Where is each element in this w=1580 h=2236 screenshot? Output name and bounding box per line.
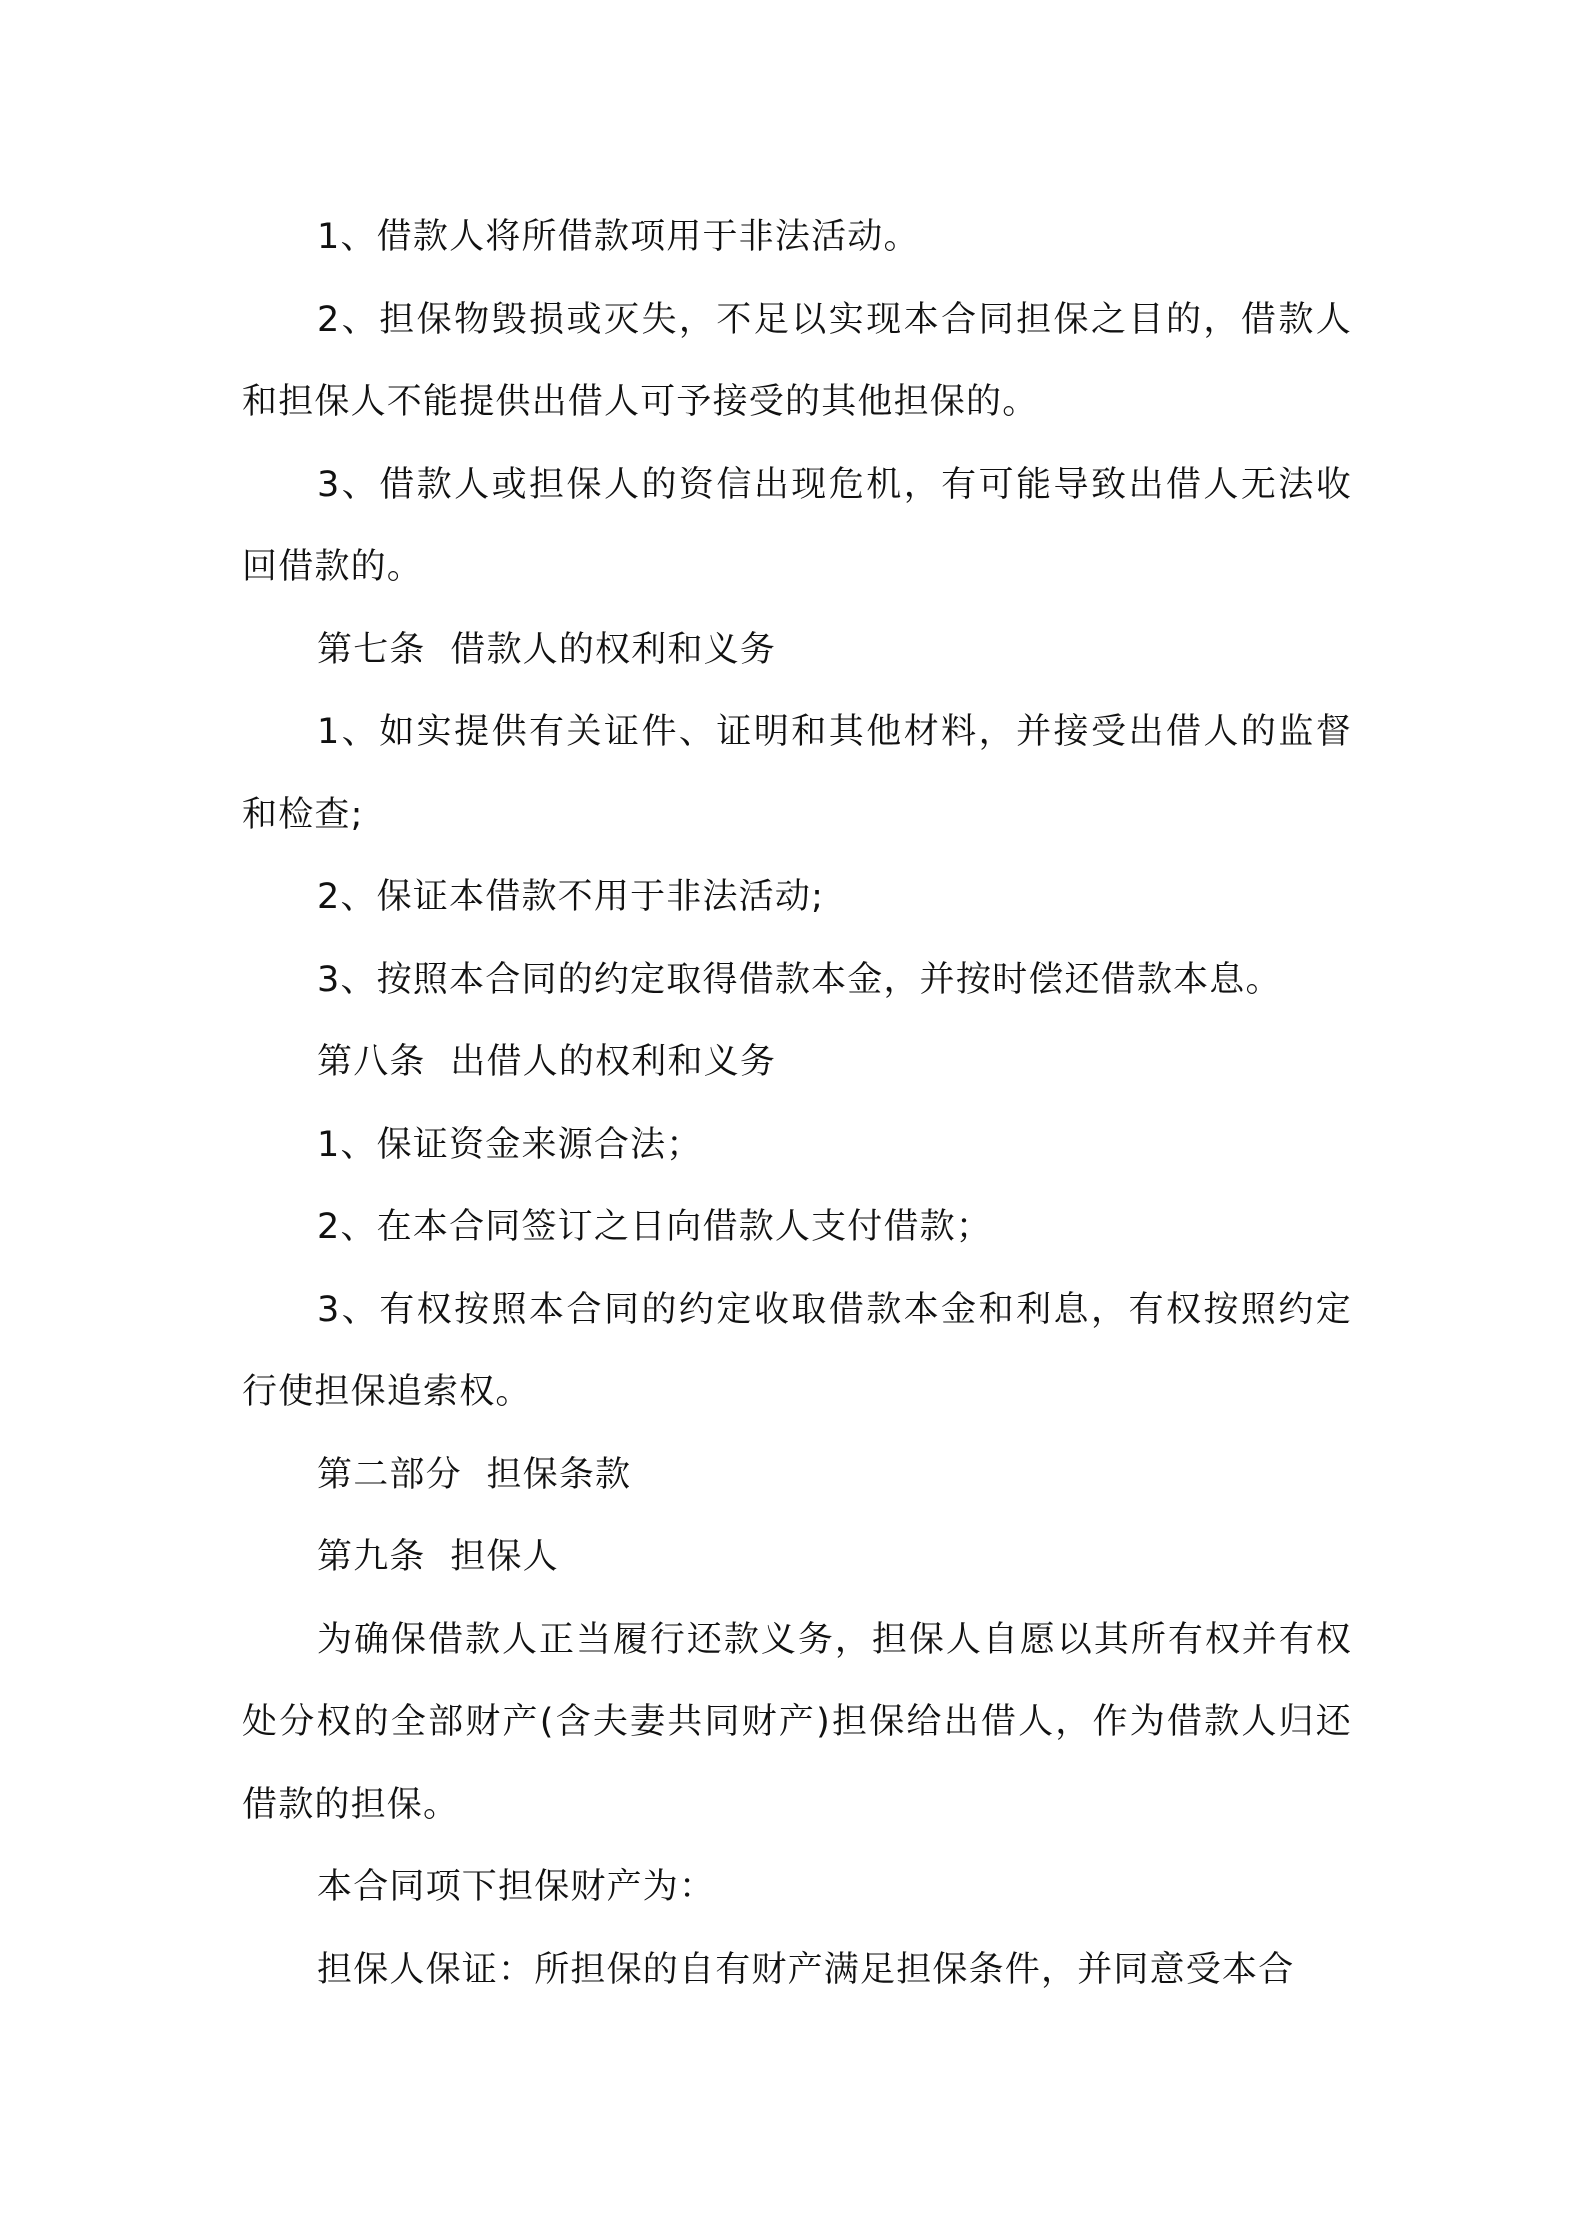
document-body xyxy=(242,196,1352,2011)
article-8-item-3: 3、有权按照本合同的约定收取借款本金和利息，有权按照约定行使担保追索权。 xyxy=(242,1289,1352,1412)
article-8-heading: 第八条 出借人的权利和义务 xyxy=(317,1042,777,1082)
part-2-heading: 第二部分 担保条款 xyxy=(317,1454,632,1495)
article-7-item-2: 2、保证本借款不用于非法活动; xyxy=(317,877,825,917)
article-9-body: 为确保借款人正当履行还款义务，担保人自愿以其所有权并有权处分权的全部财产(含夫妻共同财产)担保给出借人，作为借款人归还借款的担保。 xyxy=(242,1619,1352,1825)
article-7-heading: 第七条 借款人的权利和义务 xyxy=(317,629,777,670)
article-9-heading: 第九条 担保人 xyxy=(317,1537,559,1577)
article-7-item-3: 3、按照本合同的约定取得借款本金，并按时偿还借款本息。 xyxy=(317,959,1282,1000)
article-7-item-1: 1、如实提供有关证件、证明和其他材料，并接受出借人的监督和检查; xyxy=(242,712,1352,835)
clause-6-item-1: 1、借款人将所借款项用于非法活动。 xyxy=(317,217,920,257)
article-8-item-2: 2、在本合同签订之日向借款人支付借款； xyxy=(317,1207,993,1247)
guarantor-warranty: 担保人保证：所担保的自有财产满足担保条件，并同意受本合 xyxy=(317,1949,1295,1990)
article-8-item-1: 1、保证资金来源合法； xyxy=(317,1124,703,1165)
clause-6-item-2: 2、担保物毁损或灭失，不足以实现本合同担保之目的，借款人和担保人不能提供出借人可予接受的其他担保的。 xyxy=(242,299,1352,422)
clause-6-item-3: 3、借款人或担保人的资信出现危机，有可能导致出借人无法收回借款的。 xyxy=(242,464,1352,587)
guarantee-property-label: 本合同项下担保财产为： xyxy=(317,1867,716,1907)
